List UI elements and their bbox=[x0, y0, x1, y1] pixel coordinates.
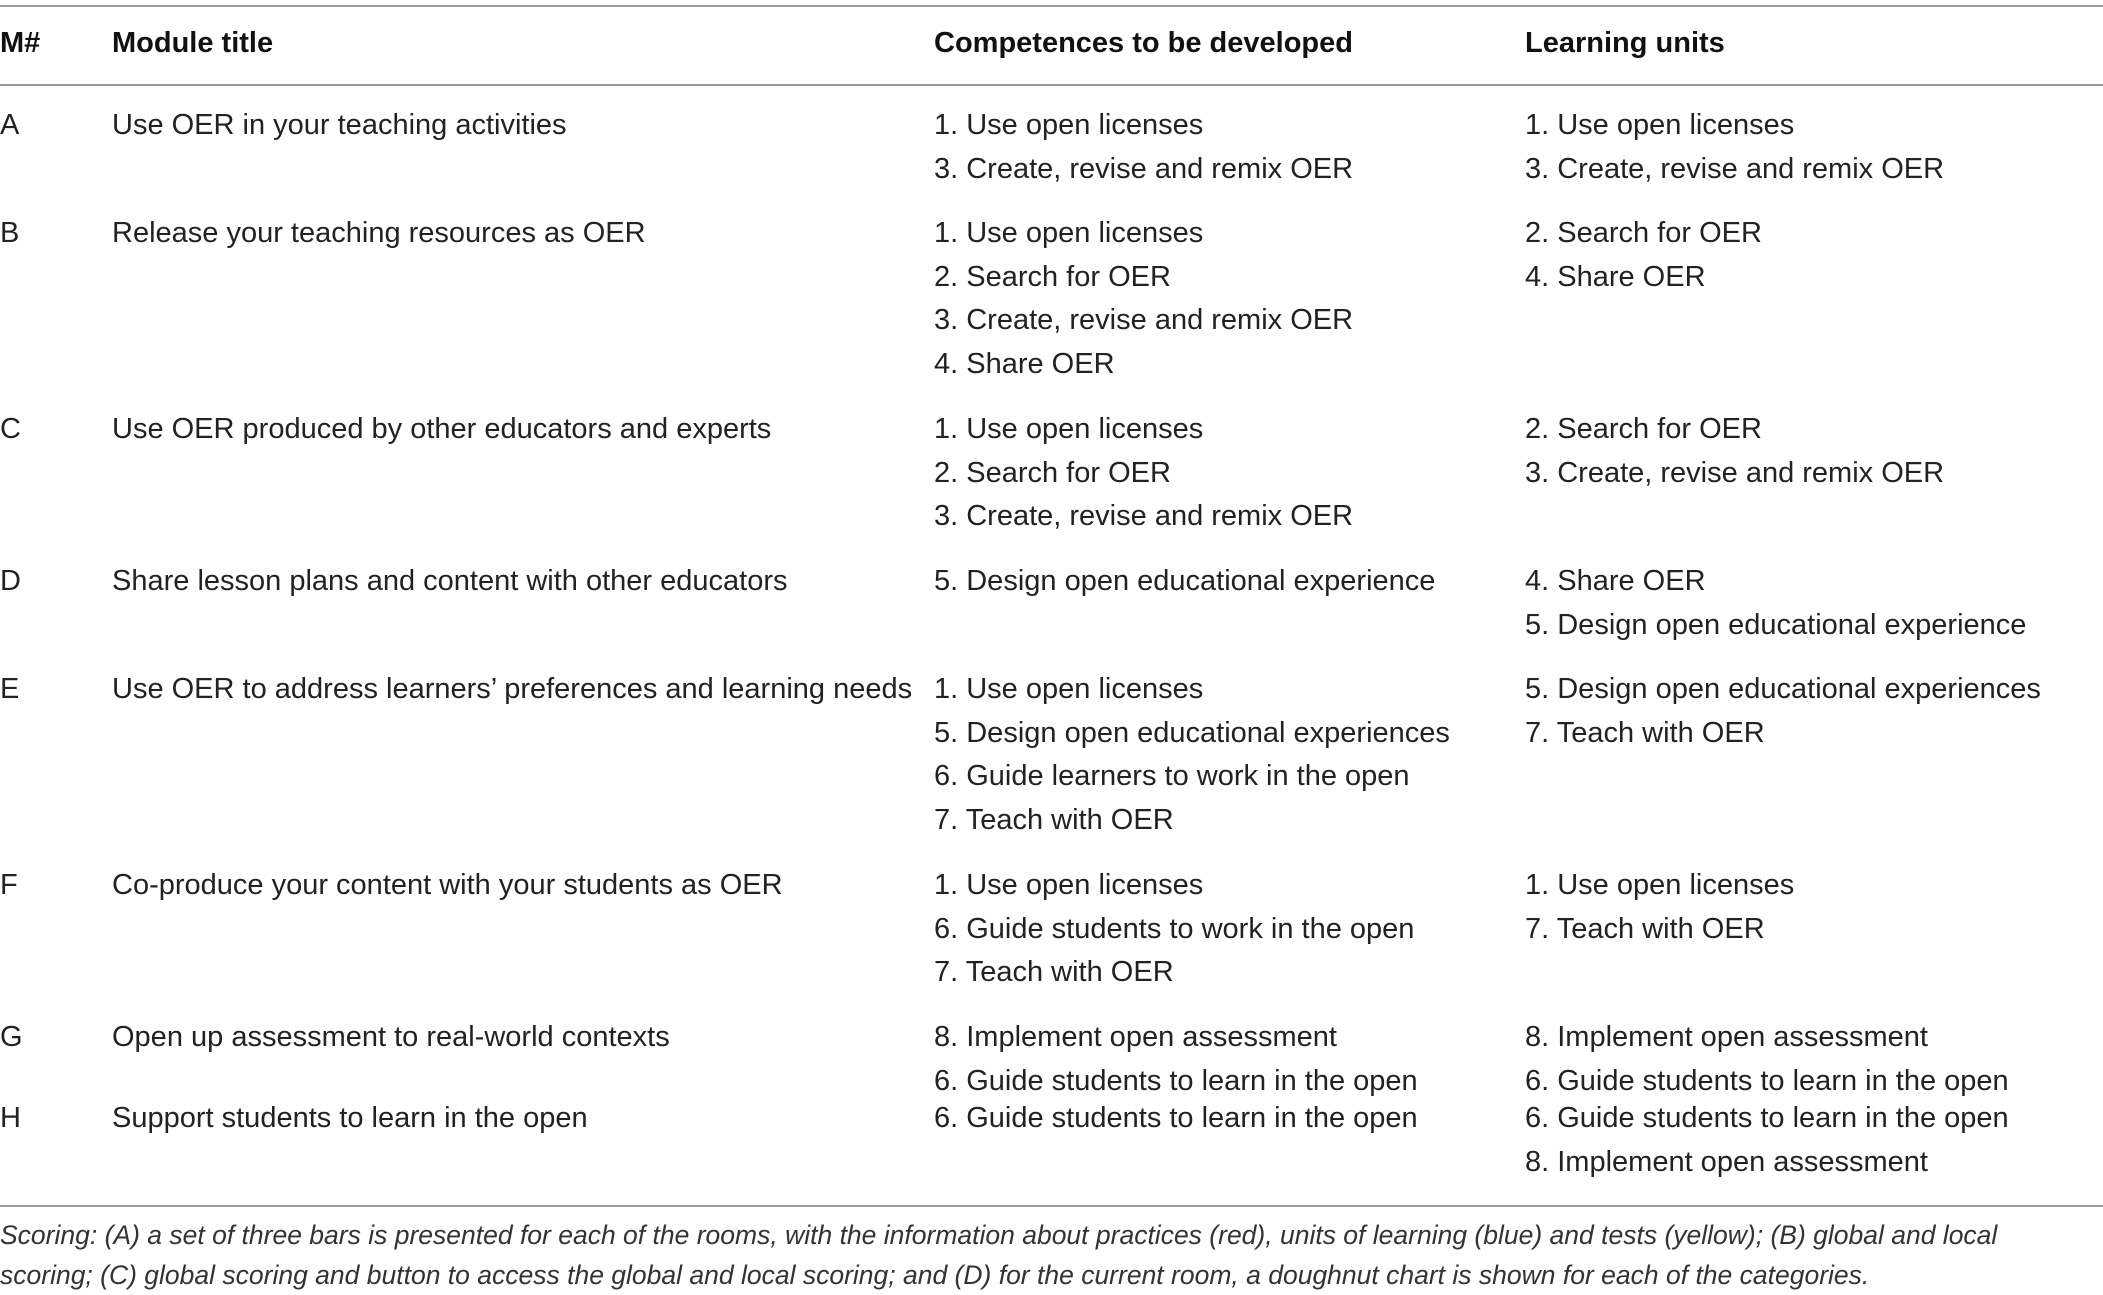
row-competences-line: 3. Create, revise and remix OER bbox=[934, 152, 1354, 185]
row-learning-units-line: 3. Create, revise and remix OER bbox=[1525, 152, 1945, 185]
row-learning-units bbox=[1525, 408, 1944, 495]
row-competences-line: 7. Teach with OER bbox=[934, 803, 1174, 836]
row-module-title: Share lesson plans and content with other educators bbox=[112, 565, 788, 597]
header-bottom-rule bbox=[0, 84, 2103, 86]
row-learning-units-line: 7. Teach with OER bbox=[1525, 912, 1765, 945]
row-module-id: B bbox=[0, 217, 20, 249]
row-learning-units-line: 6. Guide students to learn in the open bbox=[1525, 1102, 2009, 1134]
row-competences bbox=[934, 408, 1353, 539]
row-competences bbox=[934, 1016, 1418, 1103]
row-competences-line: 5. Design open educational experience bbox=[934, 565, 1436, 597]
row-module-id: H bbox=[0, 1102, 21, 1134]
table-bottom-rule bbox=[0, 1205, 2103, 1207]
row-learning-units-line: 3. Create, revise and remix OER bbox=[1525, 456, 1945, 489]
row-learning-units-line: 1. Use open licenses bbox=[1525, 109, 1795, 141]
row-module-title: Release your teaching resources as OER bbox=[112, 217, 646, 249]
row-competences-line: 6. Guide students to learn in the open bbox=[934, 1102, 1418, 1134]
row-learning-units bbox=[1525, 1097, 2009, 1184]
row-learning-units bbox=[1525, 668, 2041, 755]
row-learning-units-line: 5. Design open educational experience bbox=[1525, 608, 2027, 641]
row-module-title: Use OER to address learners’ preferences and learning needs bbox=[112, 673, 913, 705]
row-competences-line: 2. Search for OER bbox=[934, 260, 1171, 293]
row-module-title: Co-produce your content with your students as OER bbox=[112, 869, 783, 901]
row-competences bbox=[934, 864, 1414, 995]
row-competences bbox=[934, 104, 1353, 191]
header-module-title: Module title bbox=[112, 27, 274, 59]
row-competences bbox=[934, 560, 1435, 604]
row-module-title: Support students to learn in the open bbox=[112, 1102, 588, 1134]
row-competences-line: 3. Create, revise and remix OER bbox=[934, 500, 1354, 532]
row-learning-units-line: 7. Teach with OER bbox=[1525, 716, 1765, 749]
row-learning-units bbox=[1525, 1016, 2009, 1103]
table-top-rule bbox=[0, 5, 2103, 7]
header-competences: Competences to be developed bbox=[934, 27, 1353, 59]
row-module-title: Use OER produced by other educators and experts bbox=[112, 413, 772, 445]
row-competences-line: 6. Guide students to work in the open bbox=[934, 912, 1415, 945]
row-module-id: E bbox=[0, 673, 20, 705]
row-competences-line: 2. Search for OER bbox=[934, 456, 1171, 489]
row-learning-units bbox=[1525, 864, 1794, 951]
row-module-title: Use OER in your teaching activities bbox=[112, 109, 567, 141]
header-learning-units: Learning units bbox=[1525, 27, 1725, 59]
row-competences-line: 8. Implement open assessment bbox=[934, 1021, 1337, 1053]
table-caption: Scoring: (A) a set of three bars is presented for each of the rooms, with the information about practices (red), units of learning (blue) and tests (yellow); (B) global and local scoring; (C) global scoring and button to access the global and local scoring; and (D) for the current room, a doughnut chart is shown for each of the categories. bbox=[0, 1220, 1998, 1290]
row-learning-units-line: 2. Search for OER bbox=[1525, 217, 1762, 249]
row-competences bbox=[934, 1097, 1418, 1141]
header-m: M# bbox=[0, 27, 41, 59]
row-learning-units bbox=[1525, 212, 1762, 299]
row-competences-line: 6. Guide learners to work in the open bbox=[934, 760, 1410, 792]
row-learning-units-line: 8. Implement open assessment bbox=[1525, 1021, 1928, 1053]
row-learning-units-line: 4. Share OER bbox=[1525, 260, 1706, 293]
row-learning-units-line: 1. Use open licenses bbox=[1525, 869, 1795, 901]
row-competences-line: 1. Use open licenses bbox=[934, 413, 1204, 445]
row-module-id: C bbox=[0, 413, 21, 445]
row-competences-line: 6. Guide students to learn in the open bbox=[934, 1064, 1418, 1097]
row-competences-line: 1. Use open licenses bbox=[934, 673, 1204, 705]
row-module-id: A bbox=[0, 109, 20, 141]
row-learning-units-line: 2. Search for OER bbox=[1525, 413, 1762, 445]
row-learning-units-line: 6. Guide students to learn in the open bbox=[1525, 1064, 2009, 1097]
row-competences bbox=[934, 212, 1353, 386]
row-learning-units-line: 5. Design open educational experiences bbox=[1525, 673, 2041, 705]
row-learning-units-line: 4. Share OER bbox=[1525, 565, 1706, 597]
row-module-id: D bbox=[0, 565, 21, 597]
row-learning-units-line: 8. Implement open assessment bbox=[1525, 1145, 1928, 1178]
row-competences-line: 1. Use open licenses bbox=[934, 109, 1204, 141]
row-competences-line: 3. Create, revise and remix OER bbox=[934, 304, 1354, 336]
row-competences-line: 1. Use open licenses bbox=[934, 217, 1204, 249]
row-module-title: Open up assessment to real-world contexts bbox=[112, 1021, 670, 1053]
row-learning-units bbox=[1525, 560, 2026, 647]
row-competences-line: 5. Design open educational experiences bbox=[934, 716, 1450, 749]
row-competences-line: 4. Share OER bbox=[934, 347, 1115, 380]
row-module-id: F bbox=[0, 869, 18, 901]
row-learning-units bbox=[1525, 104, 1944, 191]
row-competences-line: 1. Use open licenses bbox=[934, 869, 1204, 901]
row-competences bbox=[934, 668, 1450, 842]
row-competences-line: 7. Teach with OER bbox=[934, 956, 1174, 988]
row-module-id: G bbox=[0, 1021, 23, 1053]
